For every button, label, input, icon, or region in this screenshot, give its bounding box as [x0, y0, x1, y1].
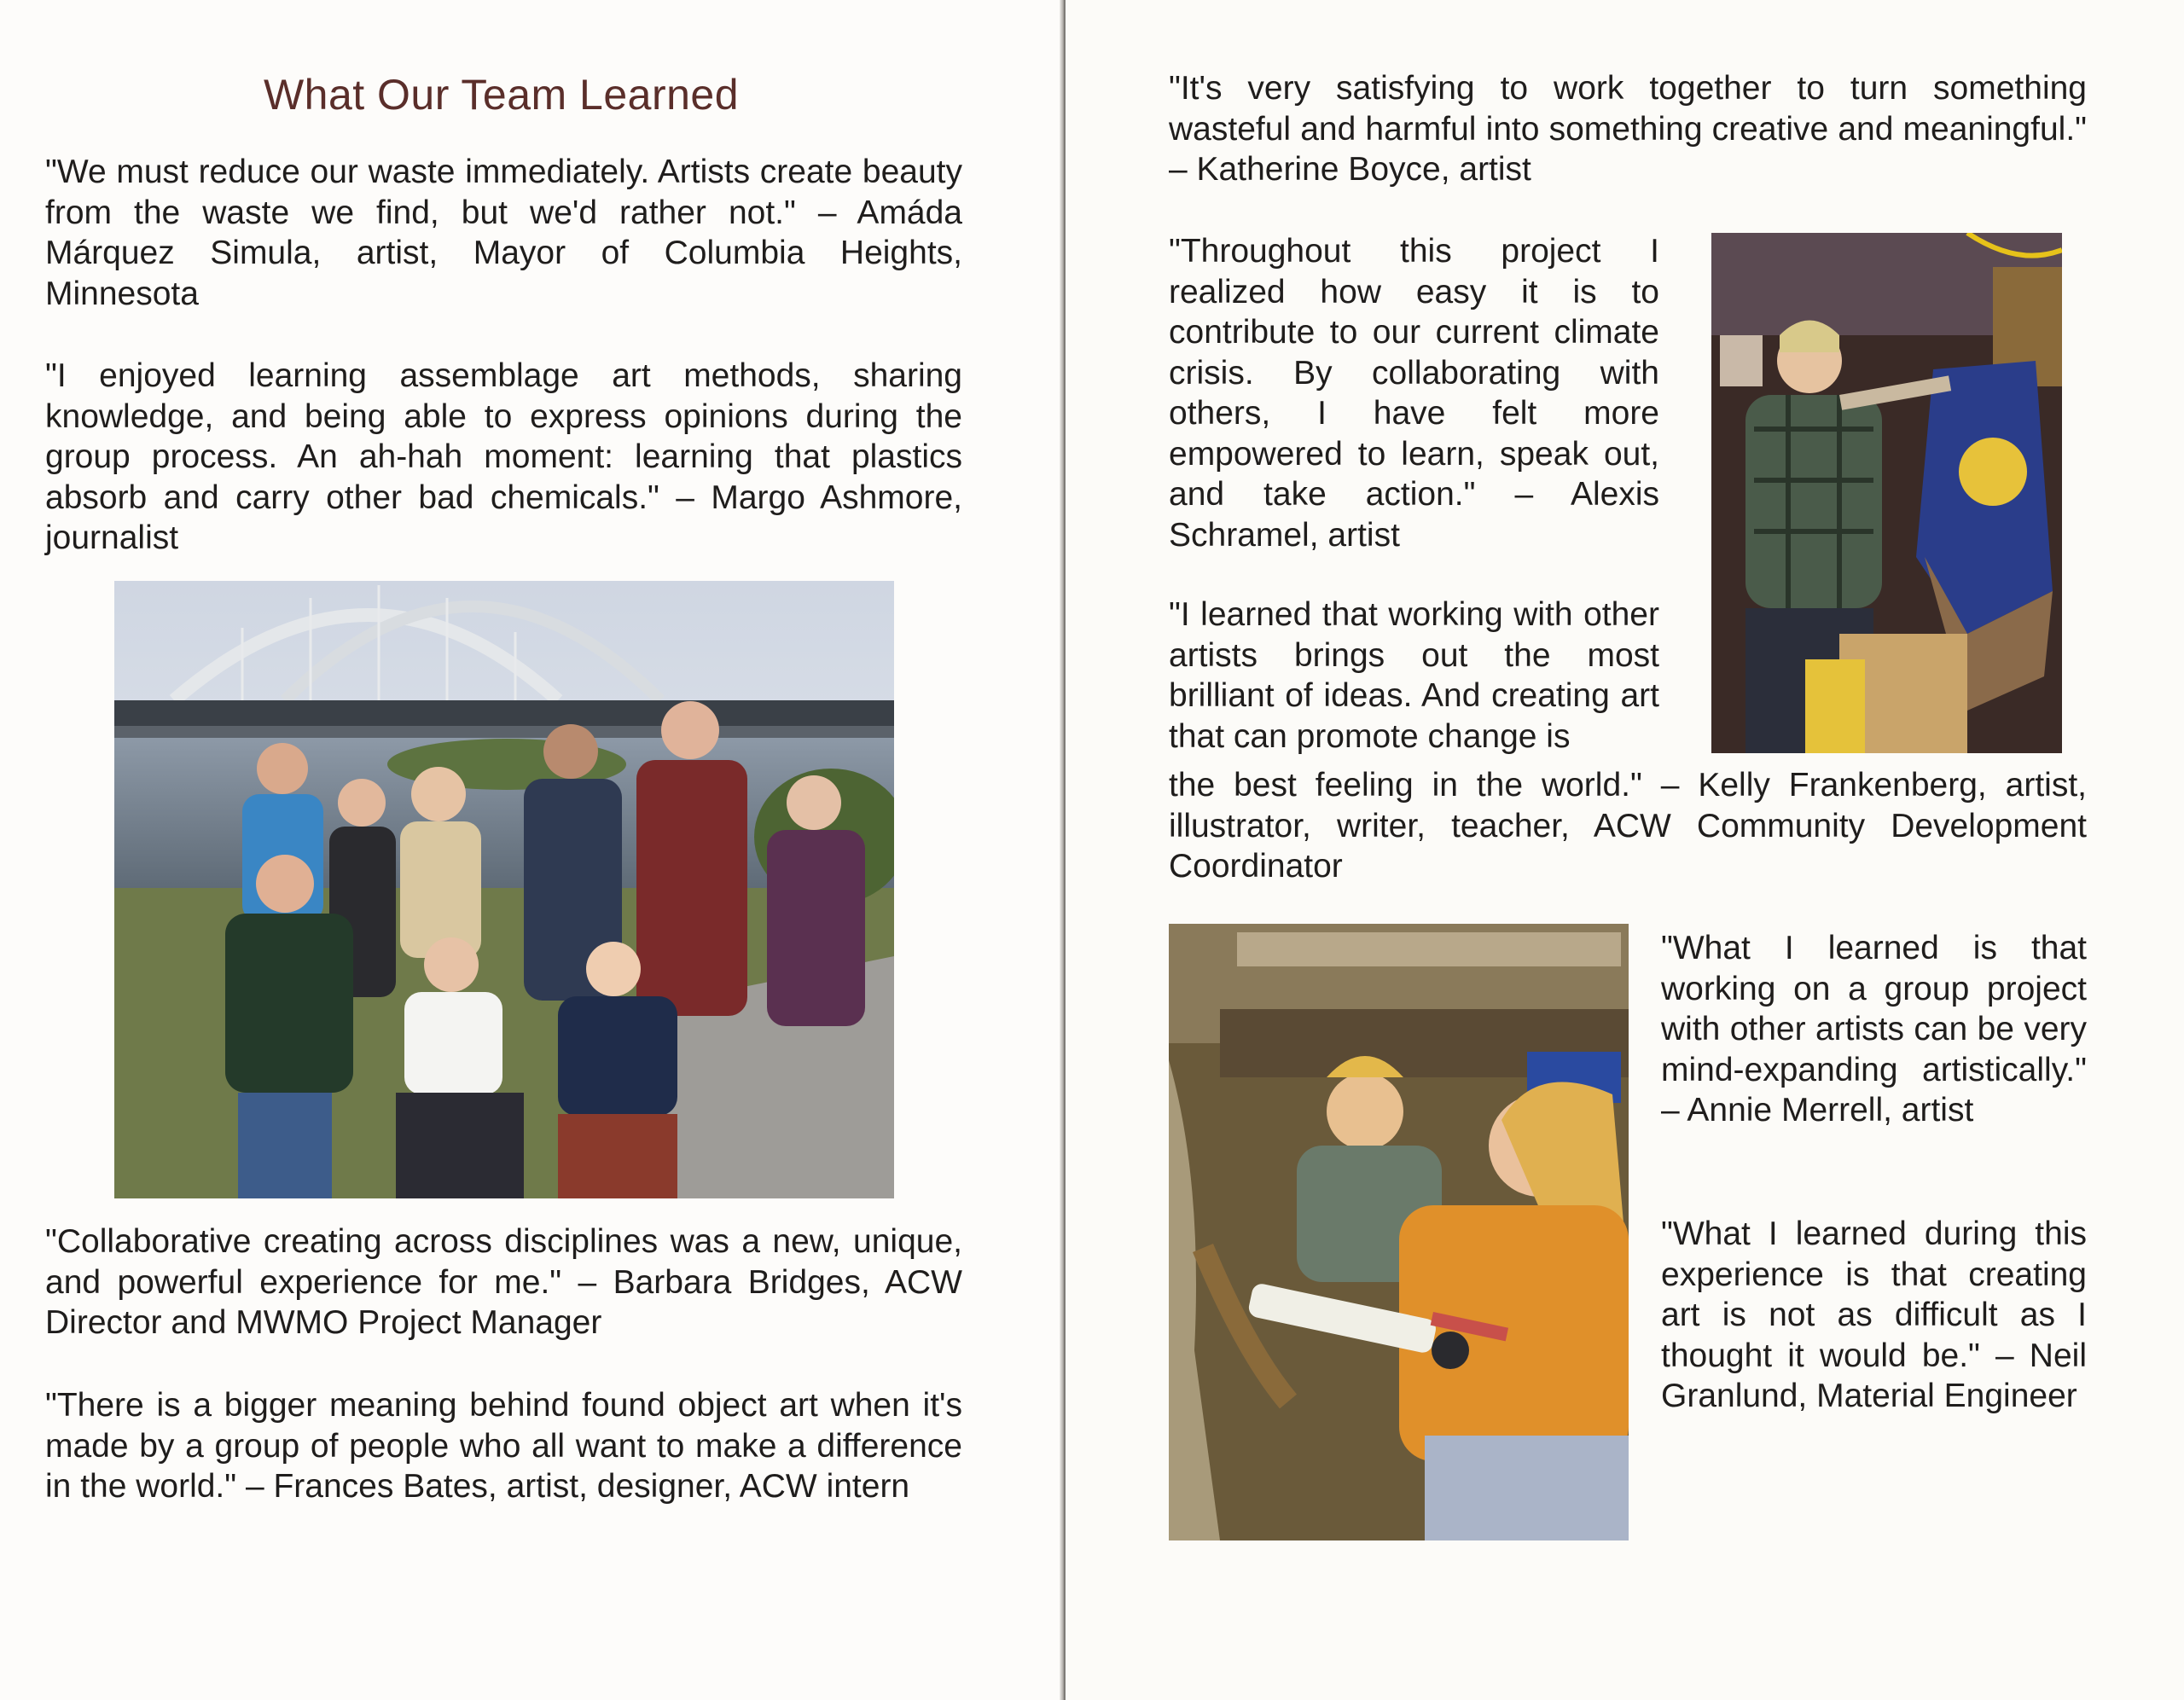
page-title: What Our Team Learned — [263, 71, 740, 119]
right-page — [1066, 0, 2184, 1700]
quote-granlund: "What I learned during this experience is that creating art is not as difficult as I thought it would be." – Neil Granlund, Material Engineer — [1661, 1216, 2087, 1414]
artist-caulking-photo — [1711, 233, 2062, 753]
quote-boyce: "It's very satisfying to work together to turn something wasteful and harmful into something creative and meaningful." – Katherine Boyce, artist — [1169, 70, 2087, 188]
quote-bridges: "Collaborative creating across disciplines was a new, unique, and powerful experience for me." – Barbara Bridges, ACW Director and MWMO Project Manager — [45, 1223, 962, 1341]
quote-schramel: "Throughout this project I realized how easy it is to contribute to our current climate crisis. By collaborating with others, I have felt more empowered to learn, speak out, and take action." – Alexis Schramel, artist — [1169, 233, 1659, 554]
quote-bates: "There is a bigger meaning behind found object art when it's made by a group of people who all want to make a difference in the world." – Frances Bates, artist, designer, ACW intern — [45, 1387, 962, 1505]
left-page — [0, 0, 1062, 1700]
quote-frankenberg-start: "I learned that working with other artists brings out the most brilliant of ideas. And creating art that can promote change is — [1169, 596, 1659, 755]
quote-frankenberg-end: the best feeling in the world." – Kelly Frankenberg, artist, illustrator, writer, teacher, ACW Community Development Coordinator — [1169, 767, 2087, 885]
team-group-photo — [114, 581, 894, 1198]
quote-simula: "We must reduce our waste immediately. Artists create beauty from the waste we find, but we'd rather not." – Amáda Márquez Simula, artist, Mayor of Columbia Heights, Minnesota — [45, 154, 962, 312]
artists-workshop-photo — [1169, 924, 1629, 1540]
quote-merrell: "What I learned is that working on a group project with other artists can be very mind-expanding artistically." – Annie Merrell, artist — [1661, 930, 2087, 1128]
quote-ashmore: "I enjoyed learning assemblage art methods, sharing knowledge, and being able to express opinions during the group process. An ah-hah moment: learning that plastics absorb and carry other bad chemicals." – Margo Ashmore, journalist — [45, 357, 962, 556]
